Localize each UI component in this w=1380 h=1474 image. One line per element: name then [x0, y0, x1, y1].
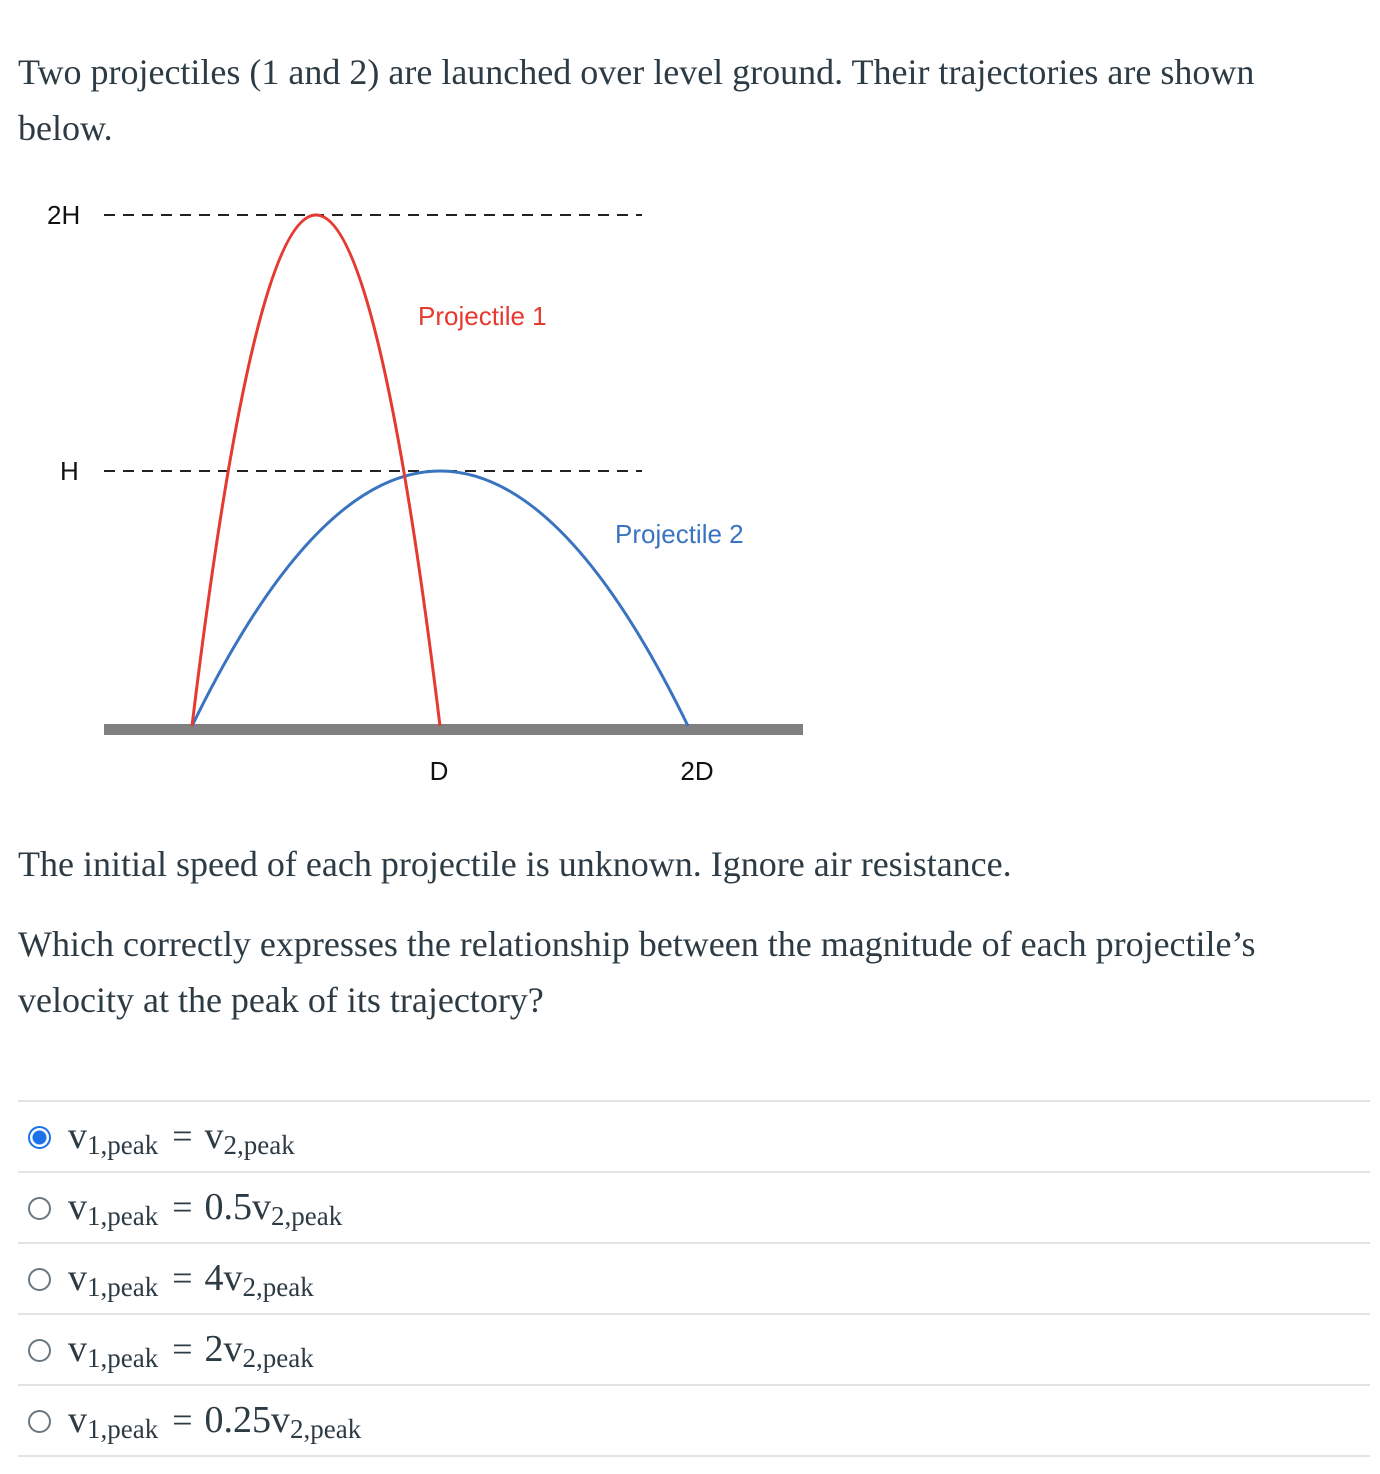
lhs-subscript: 1,peak	[87, 1201, 159, 1231]
coefficient: 4	[204, 1257, 224, 1299]
lhs-variable: v	[68, 1328, 87, 1370]
projectile-2-label: Projectile 2	[615, 519, 744, 549]
coefficient: 2	[204, 1328, 224, 1370]
lhs-subscript: 1,peak	[87, 1414, 159, 1444]
question-prompt: Which correctly expresses the relationship between the magnitude of each projectile’s velocity at the peak of its trajectory?	[18, 924, 1256, 1020]
answer-expression	[68, 1185, 342, 1238]
rhs-subscript: 2,peak	[290, 1414, 362, 1444]
answer-option-2[interactable]	[18, 1173, 1370, 1244]
lhs-variable: v	[68, 1257, 87, 1299]
equals-sign: =	[172, 1187, 193, 1227]
lhs-variable: v	[68, 1186, 87, 1228]
answer-option-3[interactable]	[18, 1244, 1370, 1315]
projectile-1-label: Projectile 1	[418, 301, 547, 331]
rhs-subscript: 2,peak	[271, 1201, 343, 1231]
projectile-2-trajectory	[192, 471, 688, 726]
answer-expression	[68, 1256, 314, 1309]
coefficient: 0.5	[204, 1186, 253, 1228]
rhs-subscript: 2,peak	[242, 1272, 314, 1302]
radio-button[interactable]	[28, 1197, 51, 1220]
lhs-subscript: 1,peak	[87, 1130, 159, 1160]
radio-button[interactable]	[28, 1268, 51, 1291]
equals-sign: =	[172, 1329, 193, 1369]
coefficient: 0.25	[204, 1399, 272, 1441]
answer-expression	[68, 1327, 314, 1380]
d-label: D	[429, 756, 449, 786]
question-intro: Two projectiles (1 and 2) are launched over level ground. Their trajectories are shown below.	[18, 52, 1255, 148]
2h-label: 2H	[47, 200, 81, 230]
answer-option-5[interactable]	[18, 1386, 1370, 1457]
rhs-variable: v	[252, 1186, 272, 1228]
answer-expression	[68, 1114, 295, 1167]
rhs-variable: v	[271, 1399, 291, 1441]
answer-list	[18, 1100, 1370, 1457]
ground	[104, 724, 803, 735]
lhs-subscript: 1,peak	[87, 1343, 159, 1373]
equals-sign: =	[172, 1400, 193, 1440]
trajectory-figure	[0, 180, 840, 810]
equals-sign: =	[172, 1258, 193, 1298]
answer-expression	[68, 1398, 361, 1451]
answer-option-4[interactable]	[18, 1315, 1370, 1386]
answer-option-1[interactable]	[18, 1102, 1370, 1173]
rhs-subscript: 2,peak	[223, 1130, 295, 1160]
lhs-variable: v	[68, 1399, 87, 1441]
equals-sign: =	[172, 1116, 193, 1156]
radio-button[interactable]	[28, 1339, 51, 1362]
rhs-variable: v	[223, 1328, 243, 1370]
h-label: H	[60, 456, 79, 486]
lhs-variable: v	[68, 1115, 87, 1157]
question-context: The initial speed of each projectile is unknown. Ignore air resistance.	[18, 844, 1012, 884]
2d-label: 2D	[680, 756, 714, 786]
rhs-variable: v	[204, 1115, 224, 1157]
rhs-variable: v	[223, 1257, 243, 1299]
radio-button-selected[interactable]	[28, 1126, 51, 1149]
rhs-subscript: 2,peak	[242, 1343, 314, 1373]
radio-button[interactable]	[28, 1410, 51, 1433]
lhs-subscript: 1,peak	[87, 1272, 159, 1302]
